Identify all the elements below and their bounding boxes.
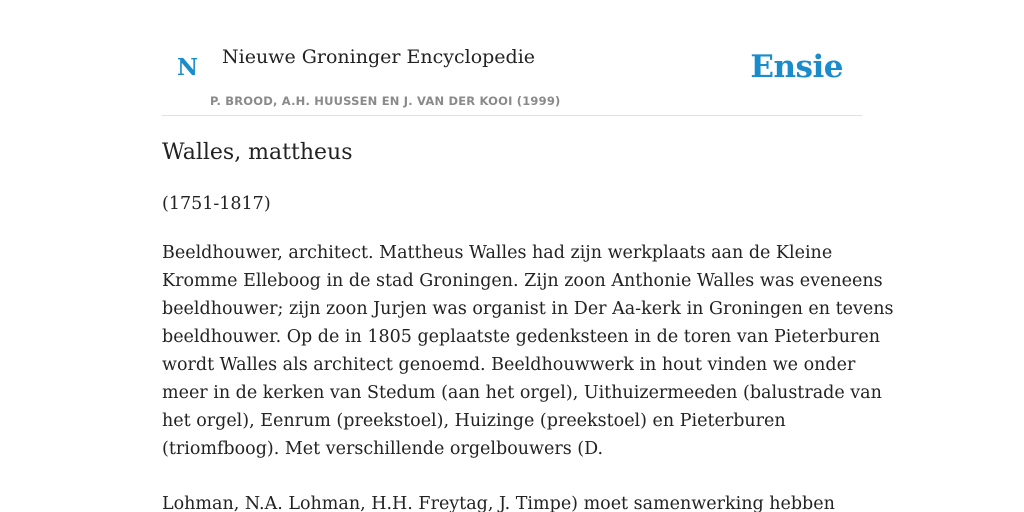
- page-container: [162, 0, 894, 512]
- book-logo-icon[interactable]: N: [177, 54, 199, 81]
- paragraph-line: wordt Walles als architect genoemd. Beeldhouwwerk in hout vinden we onder: [162, 355, 856, 375]
- paragraph-line: Beeldhouwer, architect. Mattheus Walles had zijn werkplaats aan de Kleine: [162, 243, 833, 263]
- article-paragraph: [162, 239, 894, 463]
- book-authors: P. BROOD, A.H. HUUSSEN EN J. VAN DER KOOI (1999): [210, 94, 561, 108]
- header: [162, 0, 862, 116]
- article-title: Walles, mattheus: [162, 140, 353, 165]
- article-dates: (1751-1817): [162, 194, 271, 214]
- article-paragraph-continued: Lohman, N.A. Lohman, H.H. Freytag, J. Timpe) moet samenwerking hebben: [162, 494, 835, 512]
- paragraph-line: het orgel), Eenrum (preekstoel), Huizinge (preekstoel) en Pieterburen: [162, 411, 786, 431]
- book-title-link[interactable]: Nieuwe Groninger Encyclopedie: [222, 46, 536, 68]
- ensie-logo-link[interactable]: Ensie: [750, 49, 843, 85]
- paragraph-line: (triomfboog). Met verschillende orgelbouwers (D.: [162, 439, 604, 459]
- paragraph-line: Kromme Elleboog in de stad Groningen. Zijn zoon Anthonie Walles was eveneens: [162, 271, 883, 291]
- paragraph-line: beeldhouwer; zijn zoon Jurjen was organist in Der Aa-kerk in Groningen en tevens: [162, 299, 894, 319]
- paragraph-line: meer in de kerken van Stedum (aan het orgel), Uithuizermeeden (balustrade van: [162, 383, 882, 403]
- paragraph-line: beeldhouwer. Op de in 1805 geplaatste gedenksteen in de toren van Pieterburen: [162, 327, 880, 347]
